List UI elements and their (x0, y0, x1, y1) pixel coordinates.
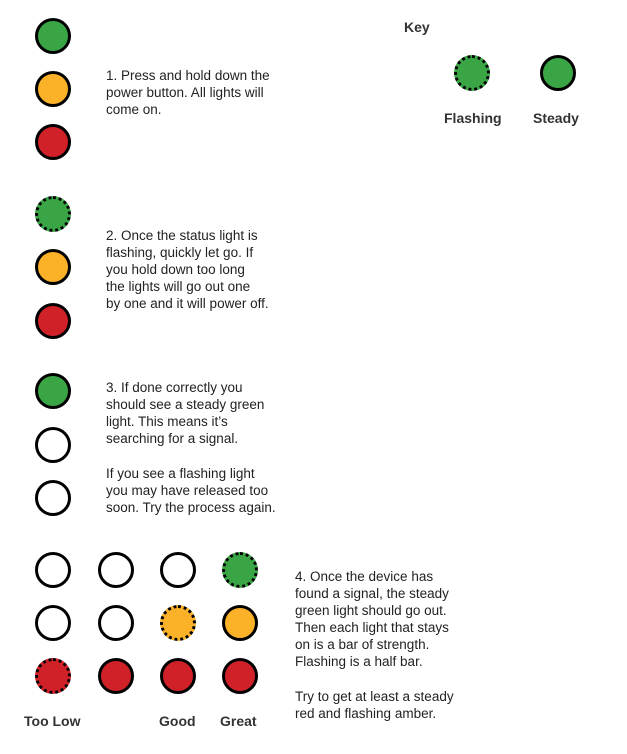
key-steady-light (540, 55, 576, 91)
step3-text: 3. If done correctly you should see a steady green light. This means it’s searching for a signal. (106, 380, 265, 446)
good-label: Good (159, 713, 196, 729)
key-title: Key (404, 19, 430, 35)
great-top-light (222, 552, 258, 588)
step2-green-light (35, 196, 71, 232)
good-middle-light (160, 605, 196, 641)
good-top-light (160, 552, 196, 588)
step3-retry-text: If you see a flashing light you may have released too soon. Try the process again. (106, 466, 276, 515)
great-bottom-light (222, 658, 258, 694)
too-low-label: Too Low (24, 713, 81, 729)
good-bottom-light (160, 658, 196, 694)
col2-middle-light (98, 605, 134, 641)
step3-off-light-2 (35, 480, 71, 516)
step2-text: 2. Once the status light is flashing, quickly let go. If you hold down too long the lights will go out one by one and it will power off. (106, 228, 269, 311)
step1-green-light (35, 18, 71, 54)
step4-text: 4. Once the device has found a signal, the steady green light should go out. Then each light that stays on is a bar of strength. Flashing is a half bar. (295, 569, 449, 669)
step1-amber-light (35, 71, 71, 107)
step1-text: 1. Press and hold down the power button. All lights will come on. (106, 68, 270, 117)
step2-red-light (35, 303, 71, 339)
key-steady-label: Steady (533, 110, 579, 126)
too-low-middle-light (35, 605, 71, 641)
step3-green-light (35, 373, 71, 409)
too-low-bottom-light (35, 658, 71, 694)
step3-off-light-1 (35, 427, 71, 463)
step4-goal-text: Try to get at least a steady red and flashing amber. (295, 689, 454, 721)
key-flashing-light (454, 55, 490, 91)
col2-top-light (98, 552, 134, 588)
col2-bottom-light (98, 658, 134, 694)
too-low-top-light (35, 552, 71, 588)
key-flashing-label: Flashing (444, 110, 502, 126)
step1-red-light (35, 124, 71, 160)
great-middle-light (222, 605, 258, 641)
step2-amber-light (35, 249, 71, 285)
great-label: Great (220, 713, 257, 729)
